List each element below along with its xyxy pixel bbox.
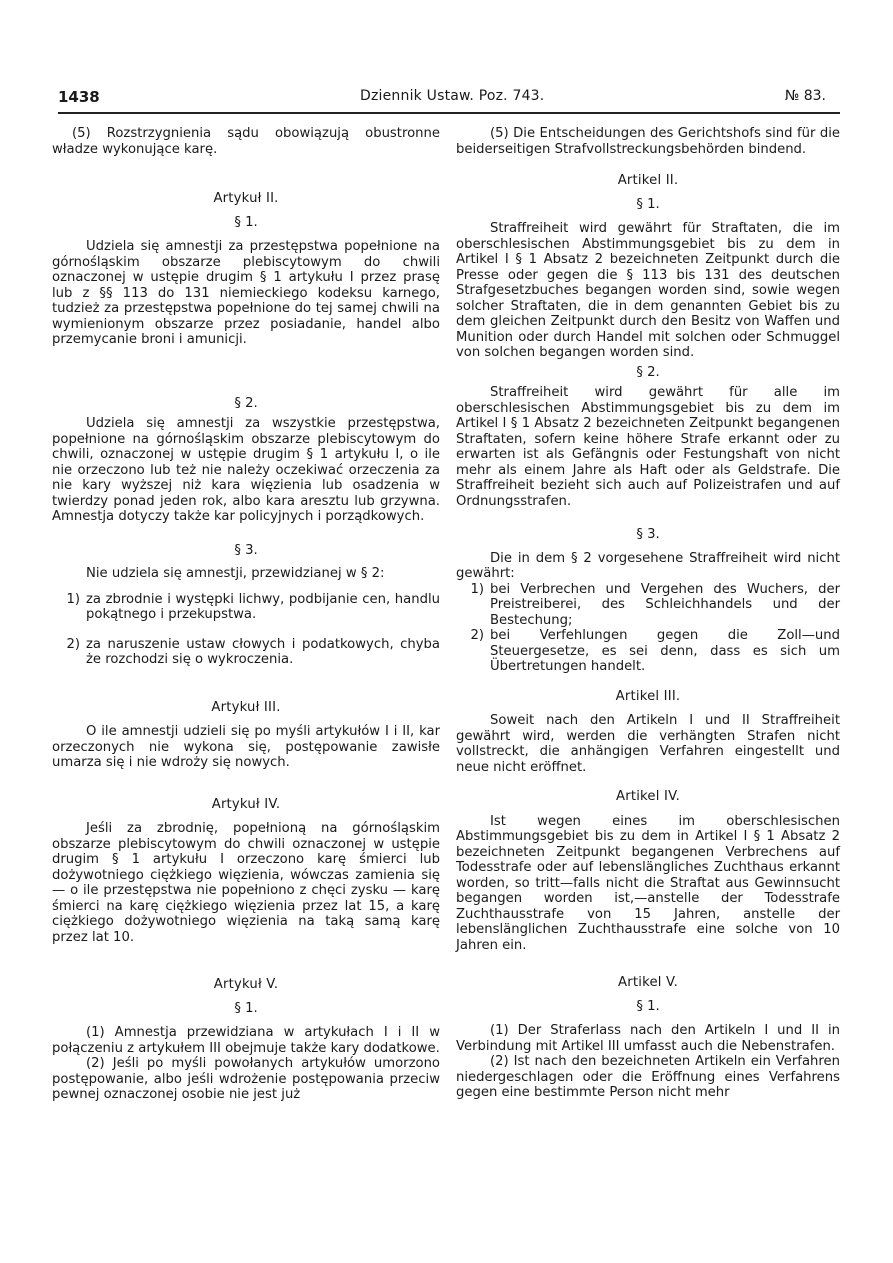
pl-art2-section-3-intro: Nie udziela się amnestji, przewidzianej w § 2: xyxy=(86,566,385,581)
list-item-text: bei Verfehlungen gegen die Zoll—und Steuergesetze, es sei denn, dass es sich um Übertretungen handelt. xyxy=(490,628,840,674)
de-art2-section-1-heading: § 1. xyxy=(636,196,660,212)
list-item-text: za naruszenie ustaw cłowych i podatkowych, chyba że rozchodzi się o wykroczenia. xyxy=(86,636,440,667)
pl-paragraph-5: (5) Rozstrzygnienia sądu obowiązują obustronne władze wykonujące karę. xyxy=(52,126,440,157)
de-art2-section-2-text: Straffreiheit wird gewährt für alle im oberschlesischen Abstimmungsgebiet bis zu dem im Artikel I § 1 Absatz 2 bezeichneten Zeitpunkt begangenen Straftaten, sofern keine höhere Strafe erkannt oder zu erwarten ist als Gefängnis oder Festungshaft von nicht mehr als einem Jahre als Haft oder als Geldstrafe. Die Straffreiheit bezieht sich auch auf Polizeistrafen und auf Ordnungsstrafen. xyxy=(456,385,840,509)
list-item xyxy=(456,628,840,675)
pl-art5-paragraph-1: (1) Amnestja przewidziana w artykułach I i II w połączeniu z artykułem III obejmuje także kary dodatkowe. xyxy=(52,1025,440,1056)
pl-art2-section-2-heading: § 2. xyxy=(234,395,258,411)
de-article-3-text: Soweit nach den Artikeln I und II Straffreiheit gewährt wird, werden die verhängten Strafen nicht vollstreckt, die anhängigen Verfahren eingestellt und neue nicht eröffnet. xyxy=(456,713,840,775)
german-column xyxy=(456,126,840,1101)
pl-art2-section-1-heading: § 1. xyxy=(234,214,258,230)
pl-article-4-heading: Artykuł IV. xyxy=(211,796,281,812)
de-art2-section-2-heading: § 2. xyxy=(636,364,660,380)
pl-article-3-text: O ile amnestji udzieli się po myśli artykułów I i II, kar orzeczonych nie wykona się, postępowanie zawisłe umarza się i nie wdroży się nowych. xyxy=(52,724,440,770)
issue-number: № 83. xyxy=(784,88,826,104)
pl-art5-paragraph-2: (2) Jeśli po myśli powołanych artykułów umorzono postępowanie, albo jeśli wdrożenie postępowania przeciw pewnej oznaczonej osobie nie jest już xyxy=(52,1056,440,1102)
de-article-4-text: Ist wegen eines im oberschlesischen Abstimmungsgebiet bis zu dem in Artikel I § 1 Absatz 2 bezeichneten Zeitpunkt begangenen Verbrechens auf Todesstrafe oder auf lebenslängliches Zuchthaus erkannt worden, so tritt—falls nicht die Straftat aus Gewinnsucht begangen worden ist,—anstelle der Todesstrafe Zuchthausstrafe von 15 Jahren, anstelle der lebenslänglichen Zuchthausstrafe eine solche von 10 Jahren ein. xyxy=(456,813,840,953)
page-header xyxy=(58,88,838,112)
list-item xyxy=(456,582,840,629)
de-art2-section-1-text: Straffreiheit wird gewährt für Straftaten, die im oberschlesischen Abstimmungsgebiet bis zu dem in Artikel I § 1 Absatz 2 bezeichneten Zeitpunkt durch die Presse oder gegen die § 113 bis 131 des deutschen Strafgesetzbuches begangen worden sind, sowie wegen solcher Straftaten, die in dem genannten Gebiet bis zu dem gleichen Zeitpunkt durch den Besitz von Waffen und Munition oder durch Handel mit solchen oder Schmuggel von solchen begangen worden sind. xyxy=(456,221,840,360)
de-article-2-heading: Artikel II. xyxy=(617,173,679,188)
list-item xyxy=(52,637,440,668)
list-item-number: 1) xyxy=(66,591,80,607)
list-item-number: 2) xyxy=(470,628,484,643)
polish-column xyxy=(52,126,440,1103)
list-item xyxy=(52,592,440,623)
pl-article-5-heading: Artykuł V. xyxy=(213,977,279,992)
journal-title: Dziennik Ustaw. Poz. 743. xyxy=(360,88,545,104)
de-paragraph-5: (5) Die Entscheidungen des Gerichtshofs sind für die beiderseitigen Strafvollstreckungsbehörden bindend. xyxy=(456,126,840,157)
de-art5-section-1-heading: § 1. xyxy=(636,998,660,1014)
list-item-text: bei Verbrechen und Vergehen des Wuchers, der Preistreiberei, des Schleichhandels und der Bestechung; xyxy=(490,581,840,628)
pl-art2-section-1-text: Udziela się amnestji za przestępstwa popełnione na górnośląskim obszarze plebiscytowym do chwili oznaczonej w ustępie drugim § 1 artykułu I przez prasę lub z §§ 113 do 131 niemieckiego kodeksu karnego, tudzież za przestępstwa popełnione do tej samej chwili na wymienionym obszarze przez posiadanie, handel albo przemycanie broni i amunicji. xyxy=(52,239,440,347)
de-article-4-heading: Artikel IV. xyxy=(615,789,680,804)
page-number: 1438 xyxy=(58,88,100,106)
pl-article-4-text: Jeśli za zbrodnię, popełnioną na górnośląskim obszarze plebiscytowym do chwili oznaczonej w ustępie drugim § 1 artykułu I orzeczono karę śmierci lub dożywotniego ciężkiego więzienia, wówczas zamienia się — o ile przestępstwa nie popełniono z chęci zysku — karę śmierci na karę ciężkiego więzienia przez lat 15, a karę ciężkiego dożywotniego więzienia na taką samą karę przez lat 10. xyxy=(52,821,440,945)
list-item-text: za zbrodnie i występki lichwy, podbijanie cen, handlu pokątnego i przekupstwa. xyxy=(86,591,440,622)
de-art2-section-3-intro: Die in dem § 2 vorgesehene Straffreiheit wird nicht gewährt: xyxy=(456,550,840,581)
pl-article-2-heading: Artykuł II. xyxy=(213,191,279,206)
pl-art2-section-2-text: Udziela się amnestji za wszystkie przestępstwa, popełnione na górnośląskim obszarze plebiscytowym do chwili, oznaczonej w ustępie drugim § 1 artykułu I, o ile nie orzeczono lub też nie należy oczekiwać orzeczenia za nie kary wyższej niż kara więzienia lub osadzenia w twierdzy ponad jeden rok, albo kara aresztu lub grzywna. Amnestja dotyczy także kar policyjnych i porządkowych. xyxy=(52,416,440,524)
de-art5-paragraph-1: (1) Der Straferlass nach den Artikeln I und II in Verbindung mit Artikel III umfasst auch die Nebenstrafen. xyxy=(456,1023,840,1054)
pl-art5-section-1-heading: § 1. xyxy=(234,1000,258,1016)
de-art5-paragraph-2: (2) Ist nach den bezeichneten Artikeln ein Verfahren niedergeschlagen oder die Eröffnung eines Verfahrens gegen eine bestimmte Person nicht mehr xyxy=(456,1054,840,1100)
list-item-number: 2) xyxy=(66,636,80,652)
list-item-number: 1) xyxy=(470,581,484,597)
pl-article-3-heading: Artykuł III. xyxy=(211,699,281,715)
header-rule xyxy=(58,112,840,114)
pl-art2-section-3-heading: § 3. xyxy=(234,542,258,558)
de-article-3-heading: Artikel III. xyxy=(615,688,681,704)
de-article-5-heading: Artikel V. xyxy=(618,975,678,990)
de-art2-section-3-heading: § 3. xyxy=(636,527,660,542)
